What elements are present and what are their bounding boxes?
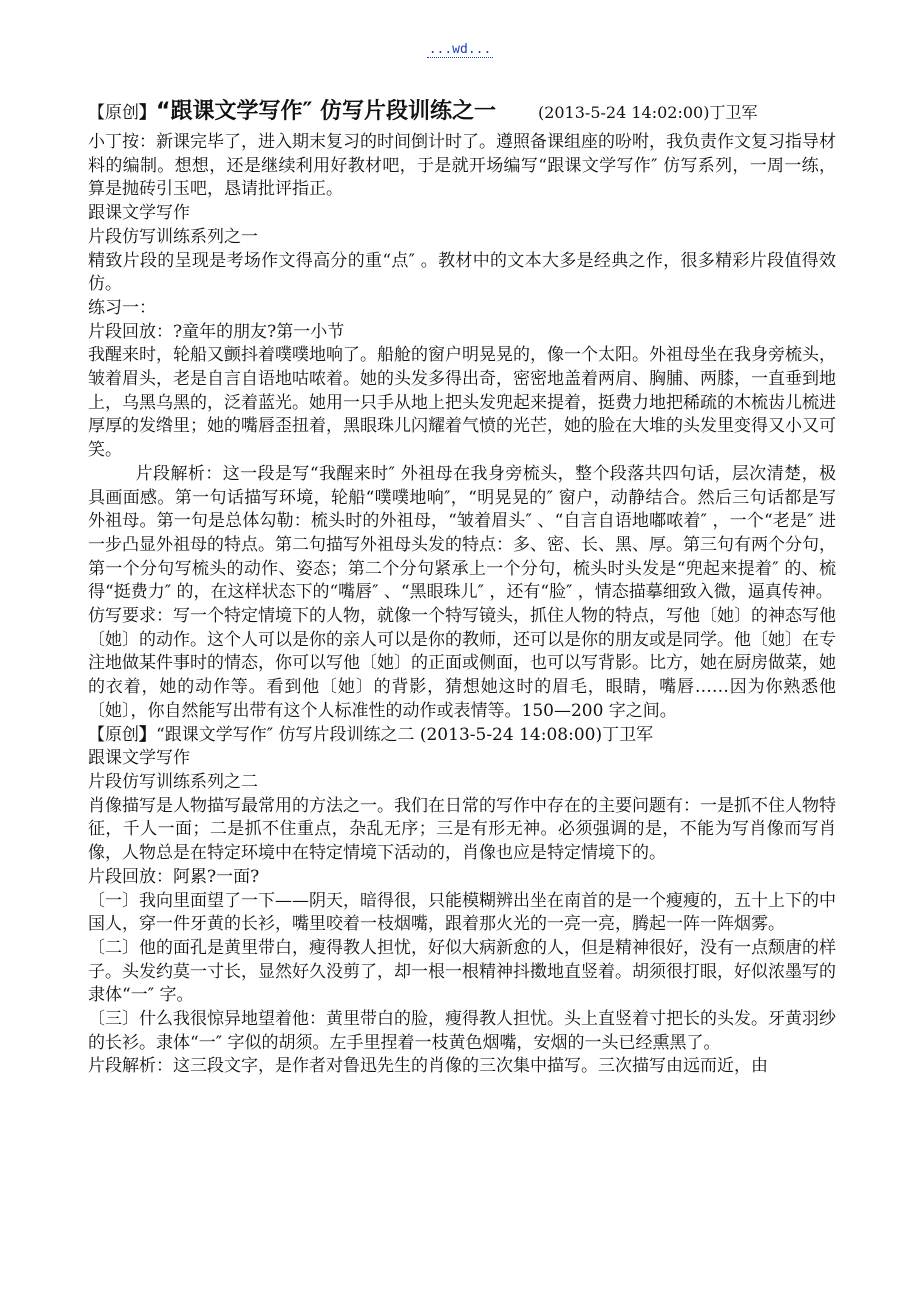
title-meta: (2013-5-24 14:02:00)丁卫军 xyxy=(537,103,758,122)
paragraph: 精致片段的呈现是考场作文得高分的重“点″ 。教材中的文本大多是经典之作，很多精彩片段值得效仿。 xyxy=(88,250,836,295)
paragraph: 片段仿写训练系列之一 xyxy=(88,226,258,247)
bracket-open: 【 xyxy=(88,724,105,745)
label-original: 原创 xyxy=(105,103,139,123)
requirement-paragraph: 仿写要求：写一个特定情境下的人物，就像一个特写镜头，抓住人物的特点，写他〔她〕的神态写他〔她〕的动作。这个人可以是你的亲人可以是你的教师，还可以是你的朋友或是同学。他〔她〕在专注地做某件事时的情态，你可以写他〔她〕的正面或侧面，也可以写背影。比方，她在厨房做菜，她的衣着，她的动作等。看到他〔她〕的背影，猜想她这时的眉毛，眼睛，嘴唇……因为你熟悉他〔她〕，你自然能写出带有这个人标准性的动作或表情等。150—200 字之间。 xyxy=(88,606,836,721)
header-watermark xyxy=(0,42,920,57)
label-original: 原创 xyxy=(105,724,139,745)
paragraph: 片段回放：?童年的朋友?第一小节 xyxy=(88,321,345,342)
analysis-paragraph: 片段解析：这一段是写“我醒来时″ 外祖母在我身旁梳头，整个段落共四句话，层次清楚，极具画面感。第一句话描写环境，轮船“噗噗地响″，“明晃晃的″ 窗户，动静结合。然后三句话都是写外祖母。第一句是总体勾勒：梳头时的外祖母，“皱着眉头″ 、“自言自语地嘟哝着″ ，一个“老是″ 进一步凸显外祖母的特点。第二句描写外祖母头发的特点：多、密、长、黑、厚。第三句有两个分句，第一个分句写梳头的动作、姿态；第二个分句紧承上一个分句，梳头时头发是“兜起来提着″ 的、梳得“挺费力″ 的，在这样状态下的“嘴唇″ 、“黑眼珠儿″ ，还有“脸″ ，情态描摹细致入微，逼真传神。 xyxy=(88,463,836,603)
paragraph: 肖像描写是人物描写最常用的方法之一。我们在日常的写作中存在的主要问题有：一是抓不住人物特征，千人一面；二是抓不住重点，杂乱无序；三是有形无神。必须强调的是，不能为写肖像而写肖像，人物总是在特定环境中在特定情境下活动的，肖像也应是特定情境下的。 xyxy=(88,795,836,864)
bracket-close: 】 xyxy=(139,724,156,745)
paragraph: 小丁按：新课完毕了，进入期末复习的时间倒计时了。遵照备课组座的吩咐，我负责作文复习指导材料的编制。想想，还是继续利用好教材吧，于是就开场编写“跟课文学写作″ 仿写系列，一周一练，算是抛砖引玉吧，恳请批评指正。 xyxy=(88,132,836,200)
header-mark-text: ...wd... xyxy=(428,42,492,57)
paragraph: 练习一： xyxy=(88,297,156,318)
title-heading: “跟课文学写作″ 仿写片段训练之二 xyxy=(156,724,415,745)
paragraph: 〔三〕什么我很惊异地望着他：黄里带白的脸，瘦得教人担忧。头上直竖着寸把长的头发。牙黄羽纱的长衫。隶体“一″ 字似的胡须。左手里捏着一枝黄色烟嘴，安烟的一头已经熏黑了。 xyxy=(88,1009,836,1053)
paragraph: 我醒来时，轮船又颤抖着噗噗地响了。船舱的窗户明晃晃的，像一个太阳。外祖母坐在我身旁梳头，皱着眉头，老是自言自语地咕哝着。她的头发多得出奇，密密地盖着两肩、胸脯、两膝，一直垂到地上，乌黑乌黑的，泛着蓝光。她用一只手从地上把头发兜起来提着，挺费力地把稀疏的木梳齿儿梳进厚厚的发绺里；她的嘴唇歪扭着，黑眼珠儿闪耀着气愤的光芒，她的脸在大堆的头发里变得又小又可笑。 xyxy=(88,345,836,461)
bracket-close: 】 xyxy=(139,103,156,123)
paragraph: 〔二〕他的面孔是黄里带白，瘦得教人担忧，好似大病新愈的人，但是精神很好，没有一点颓唐的样子。头发约莫一寸长，显然好久没剪了，却一根一根精神抖擞地直竖着。胡须很打眼，好似浓墨写的隶体“一″ 字。 xyxy=(88,937,836,1006)
paragraph: 跟课文学写作 xyxy=(88,203,190,224)
title-heading: “跟课文学写作″ 仿写片段训练之一 xyxy=(156,99,496,124)
document-body xyxy=(88,94,836,1079)
paragraph: 片段仿写训练系列之二 xyxy=(88,771,258,792)
section-title-2 xyxy=(88,724,836,748)
paragraph: 〔一〕我向里面望了一下——阴天，暗得很，只能模糊辨出坐在南首的是一个瘦瘦的，五十上下的中国人，穿一件牙黄的长衫，嘴里咬着一枝烟嘴，跟着那火光的一亮一亮，腾起一阵一阵烟雾。 xyxy=(88,890,836,935)
paragraph: 片段回放：阿累?一面? xyxy=(88,866,260,887)
section-title-1 xyxy=(88,94,836,131)
title-meta: (2013-5-24 14:08:00)丁卫军 xyxy=(419,724,654,745)
paragraph: 片段解析：这三段文字，是作者对鲁迅先生的肖像的三次集中描写。三次描写由远而近，由 xyxy=(88,1056,768,1077)
paragraph: 跟课文学写作 xyxy=(88,748,190,769)
bracket-open: 【 xyxy=(88,103,105,123)
